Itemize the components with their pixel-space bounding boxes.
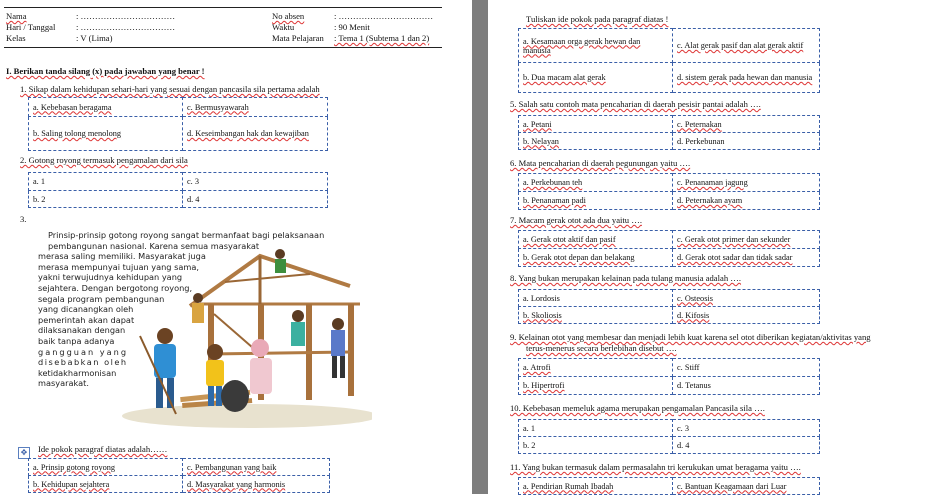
q9-option-c[interactable]: c. Stiff <box>673 359 820 377</box>
q10-option-b[interactable]: b. 2 <box>519 437 673 454</box>
q8-options <box>518 289 820 324</box>
q2-option-d[interactable]: d. 4 <box>183 191 328 208</box>
q3-option-a[interactable]: a. Prinsip gotong royong <box>29 459 183 476</box>
story-line: yang dicanangkan oleh <box>38 304 134 315</box>
q7-option-b[interactable]: b. Gerak otot depan dan belakang <box>519 249 673 267</box>
absen-field[interactable]: : …………………………… <box>334 11 434 21</box>
q7-option-c[interactable]: c. Gerak otot primer dan sekunder <box>673 231 820 249</box>
q1-text: 1. Sikap dalam kehidupan sehari-hari yang sesuai dengan pancasila sila pertama adalah <box>20 84 320 94</box>
q5-options <box>518 115 820 150</box>
q10-options <box>518 419 820 454</box>
q1-option-a[interactable]: a. Kebebasan beragama <box>29 98 183 117</box>
story-line: pembangunan nasional. Karena semua masyarakat <box>48 240 260 251</box>
q4-option-d[interactable]: d. sistem gerak pada hewan dan manusia <box>673 63 820 93</box>
q6-option-d[interactable]: d. Peternakan ayam <box>673 192 820 210</box>
q3-option-c[interactable]: c. Pembangunan yang baik <box>183 459 330 476</box>
q9-option-b[interactable]: b. Hipertrofi <box>519 377 673 395</box>
hari-label: Hari / Tanggal <box>6 22 56 32</box>
q11-options <box>518 477 820 495</box>
q1-option-d[interactable]: d. Keseimbangan hak dan kewajiban <box>183 117 328 151</box>
story-line: baik tanpa adanya <box>38 335 115 346</box>
q9-options <box>518 358 820 395</box>
mapel-label: Mata Pelajaran <box>272 33 324 43</box>
q10-text: 10. Kebebasan memeluk agama merupakan pengamalan Pancasila sila …. <box>510 403 765 413</box>
waktu-label: Waktu <box>272 22 295 32</box>
story-line: segala program pembangunan <box>38 293 165 304</box>
q2-options <box>28 172 328 208</box>
story-line: masyarakat. <box>38 378 89 389</box>
q8-option-b[interactable]: b. Skoliosis <box>519 307 673 324</box>
q9-option-a[interactable]: a. Atrofi <box>519 359 673 377</box>
story-line: merasa mempunyai tujuan yang sama, <box>38 261 199 272</box>
q1-option-b[interactable]: b. Saling tolong menolong <box>29 117 183 151</box>
q3-number: 3. <box>20 214 27 224</box>
story-line: merasa saling memiliki. Masyarakat juga <box>38 251 206 262</box>
page-gap <box>472 0 488 494</box>
q3-option-b[interactable]: b. Kehidupan sejahtera <box>29 476 183 493</box>
story-line: yakni terwujudnya kehidupan yang <box>38 272 183 283</box>
q7-option-a[interactable]: a. Gerak otot aktif dan pasif <box>519 231 673 249</box>
q7-option-d[interactable]: d. Gerak otot sadar dan tidak sadar <box>673 249 820 267</box>
story-line: pemerintah akan dapat <box>38 314 135 325</box>
gotong-royong-illustration <box>110 244 372 430</box>
q4-option-c[interactable]: c. Alat gerak pasif dan alat gerak aktif <box>673 29 820 63</box>
header-top-rule <box>4 7 442 8</box>
waktu-value: : 90 Menit <box>334 22 370 32</box>
q10-option-d[interactable]: d. 4 <box>673 437 820 454</box>
q7-options <box>518 230 820 267</box>
q8-option-c[interactable]: c. Osteosis <box>673 290 820 307</box>
q6-text: 6. Mata pencaharian di daerah pegunungan yaitu …. <box>510 158 691 168</box>
move-handle-icon[interactable]: ✥ <box>18 447 30 459</box>
q6-option-c[interactable]: c. Penanaman jagung <box>673 174 820 192</box>
kelas-label: Kelas <box>6 33 26 43</box>
q1-option-c[interactable]: c. Bermusyawarah <box>183 98 328 117</box>
header-bottom-rule <box>4 47 442 48</box>
mapel-value: : Tema 1 (Subtema 1 dan 2) <box>334 33 430 43</box>
q5-option-c[interactable]: c. Peternakan <box>673 116 820 133</box>
q11-option-a[interactable]: a. Pendirian Rumah Ibadah <box>519 478 673 495</box>
absen-label: No absen <box>272 11 305 21</box>
story-line: sejahtera. Dengan bergotong royong, <box>38 282 193 293</box>
q9-option-d[interactable]: d. Tetanus <box>673 377 820 395</box>
nama-field[interactable]: : …………………………… <box>76 11 176 21</box>
story-line: dilaksanakan dengan <box>38 325 126 336</box>
kelas-value: : V (Lima) <box>76 33 113 43</box>
q8-option-a[interactable]: a. Lordosis <box>519 290 673 307</box>
q3-options <box>28 458 330 493</box>
q3-option-d[interactable]: d. Masyarakat yang harmonis <box>183 476 330 493</box>
story-line: disebabkan oleh <box>38 357 128 368</box>
nama-label: Nama <box>6 11 27 21</box>
q4-options <box>518 28 820 93</box>
story-line: gangguan yang <box>38 346 129 357</box>
q4-option-a[interactable]: a. Kesamaan orga gerak hewan dan manusia <box>519 29 673 63</box>
q5-option-d[interactable]: d. Perkebunan <box>673 133 820 150</box>
q4-question: Tuliskan ide pokok pada paragraf diatas ! <box>526 14 669 24</box>
q10-option-c[interactable]: c. 3 <box>673 420 820 437</box>
worksheet-page-right <box>488 0 940 494</box>
q6-options <box>518 173 820 210</box>
q11-text: 11. Yang bukan termasuk dalam permasalahn tri kerukukan umat beragama yaitu …. <box>510 462 801 472</box>
q1-options <box>28 97 328 151</box>
q2-option-a[interactable]: a. 1 <box>29 173 183 191</box>
q9-text-line2: terus-menerus secara berlebihan disebut …. <box>526 343 677 353</box>
story-line: Prinsip-prinsip gotong royong sangat bermanfaat bagi pelaksanaan <box>48 230 325 240</box>
q7-text: 7. Macam gerak otot ada dua yaitu …. <box>510 215 642 225</box>
q4-option-b[interactable]: b. Dua macam alat gerak <box>519 63 673 93</box>
hari-field[interactable]: : …………………………… <box>76 22 176 32</box>
q3-question: Ide pokok paragraf diatas adalah…… <box>38 444 168 454</box>
q8-option-d[interactable]: d. Kifosis <box>673 307 820 324</box>
q9-text-line1: 9. Kelainan otot yang membesar dan menjadi lebih kuat karena sel otot diberikan kegiatan/aktivitas yang <box>510 332 871 342</box>
q5-option-a[interactable]: a. Petani <box>519 116 673 133</box>
q5-option-b[interactable]: b. Nelayan <box>519 133 673 150</box>
q5-text: 5. Salah satu contoh mata pencaharian di daerah pesisir pantai adalah …. <box>510 99 761 109</box>
q2-text: 2. Gotong royong termasuk pengamalan dari sila <box>20 155 188 165</box>
q11-option-c[interactable]: c. Bantuan Keagamaan dari Luar <box>673 478 820 495</box>
story-line: ketidakharmonisan <box>38 367 117 378</box>
q10-option-a[interactable]: a. 1 <box>519 420 673 437</box>
q6-option-a[interactable]: a. Perkebunan teh <box>519 174 673 192</box>
q2-option-c[interactable]: c. 3 <box>183 173 328 191</box>
section-title: I. Berikan tanda silang (x) pada jawaban yang benar ! <box>6 66 205 76</box>
q8-text: 8. Yang bukan merupakan kelainan pada tulang manusia adalah …. <box>510 273 742 283</box>
q6-option-b[interactable]: b. Penanaman padi <box>519 192 673 210</box>
q2-option-b[interactable]: b. 2 <box>29 191 183 208</box>
